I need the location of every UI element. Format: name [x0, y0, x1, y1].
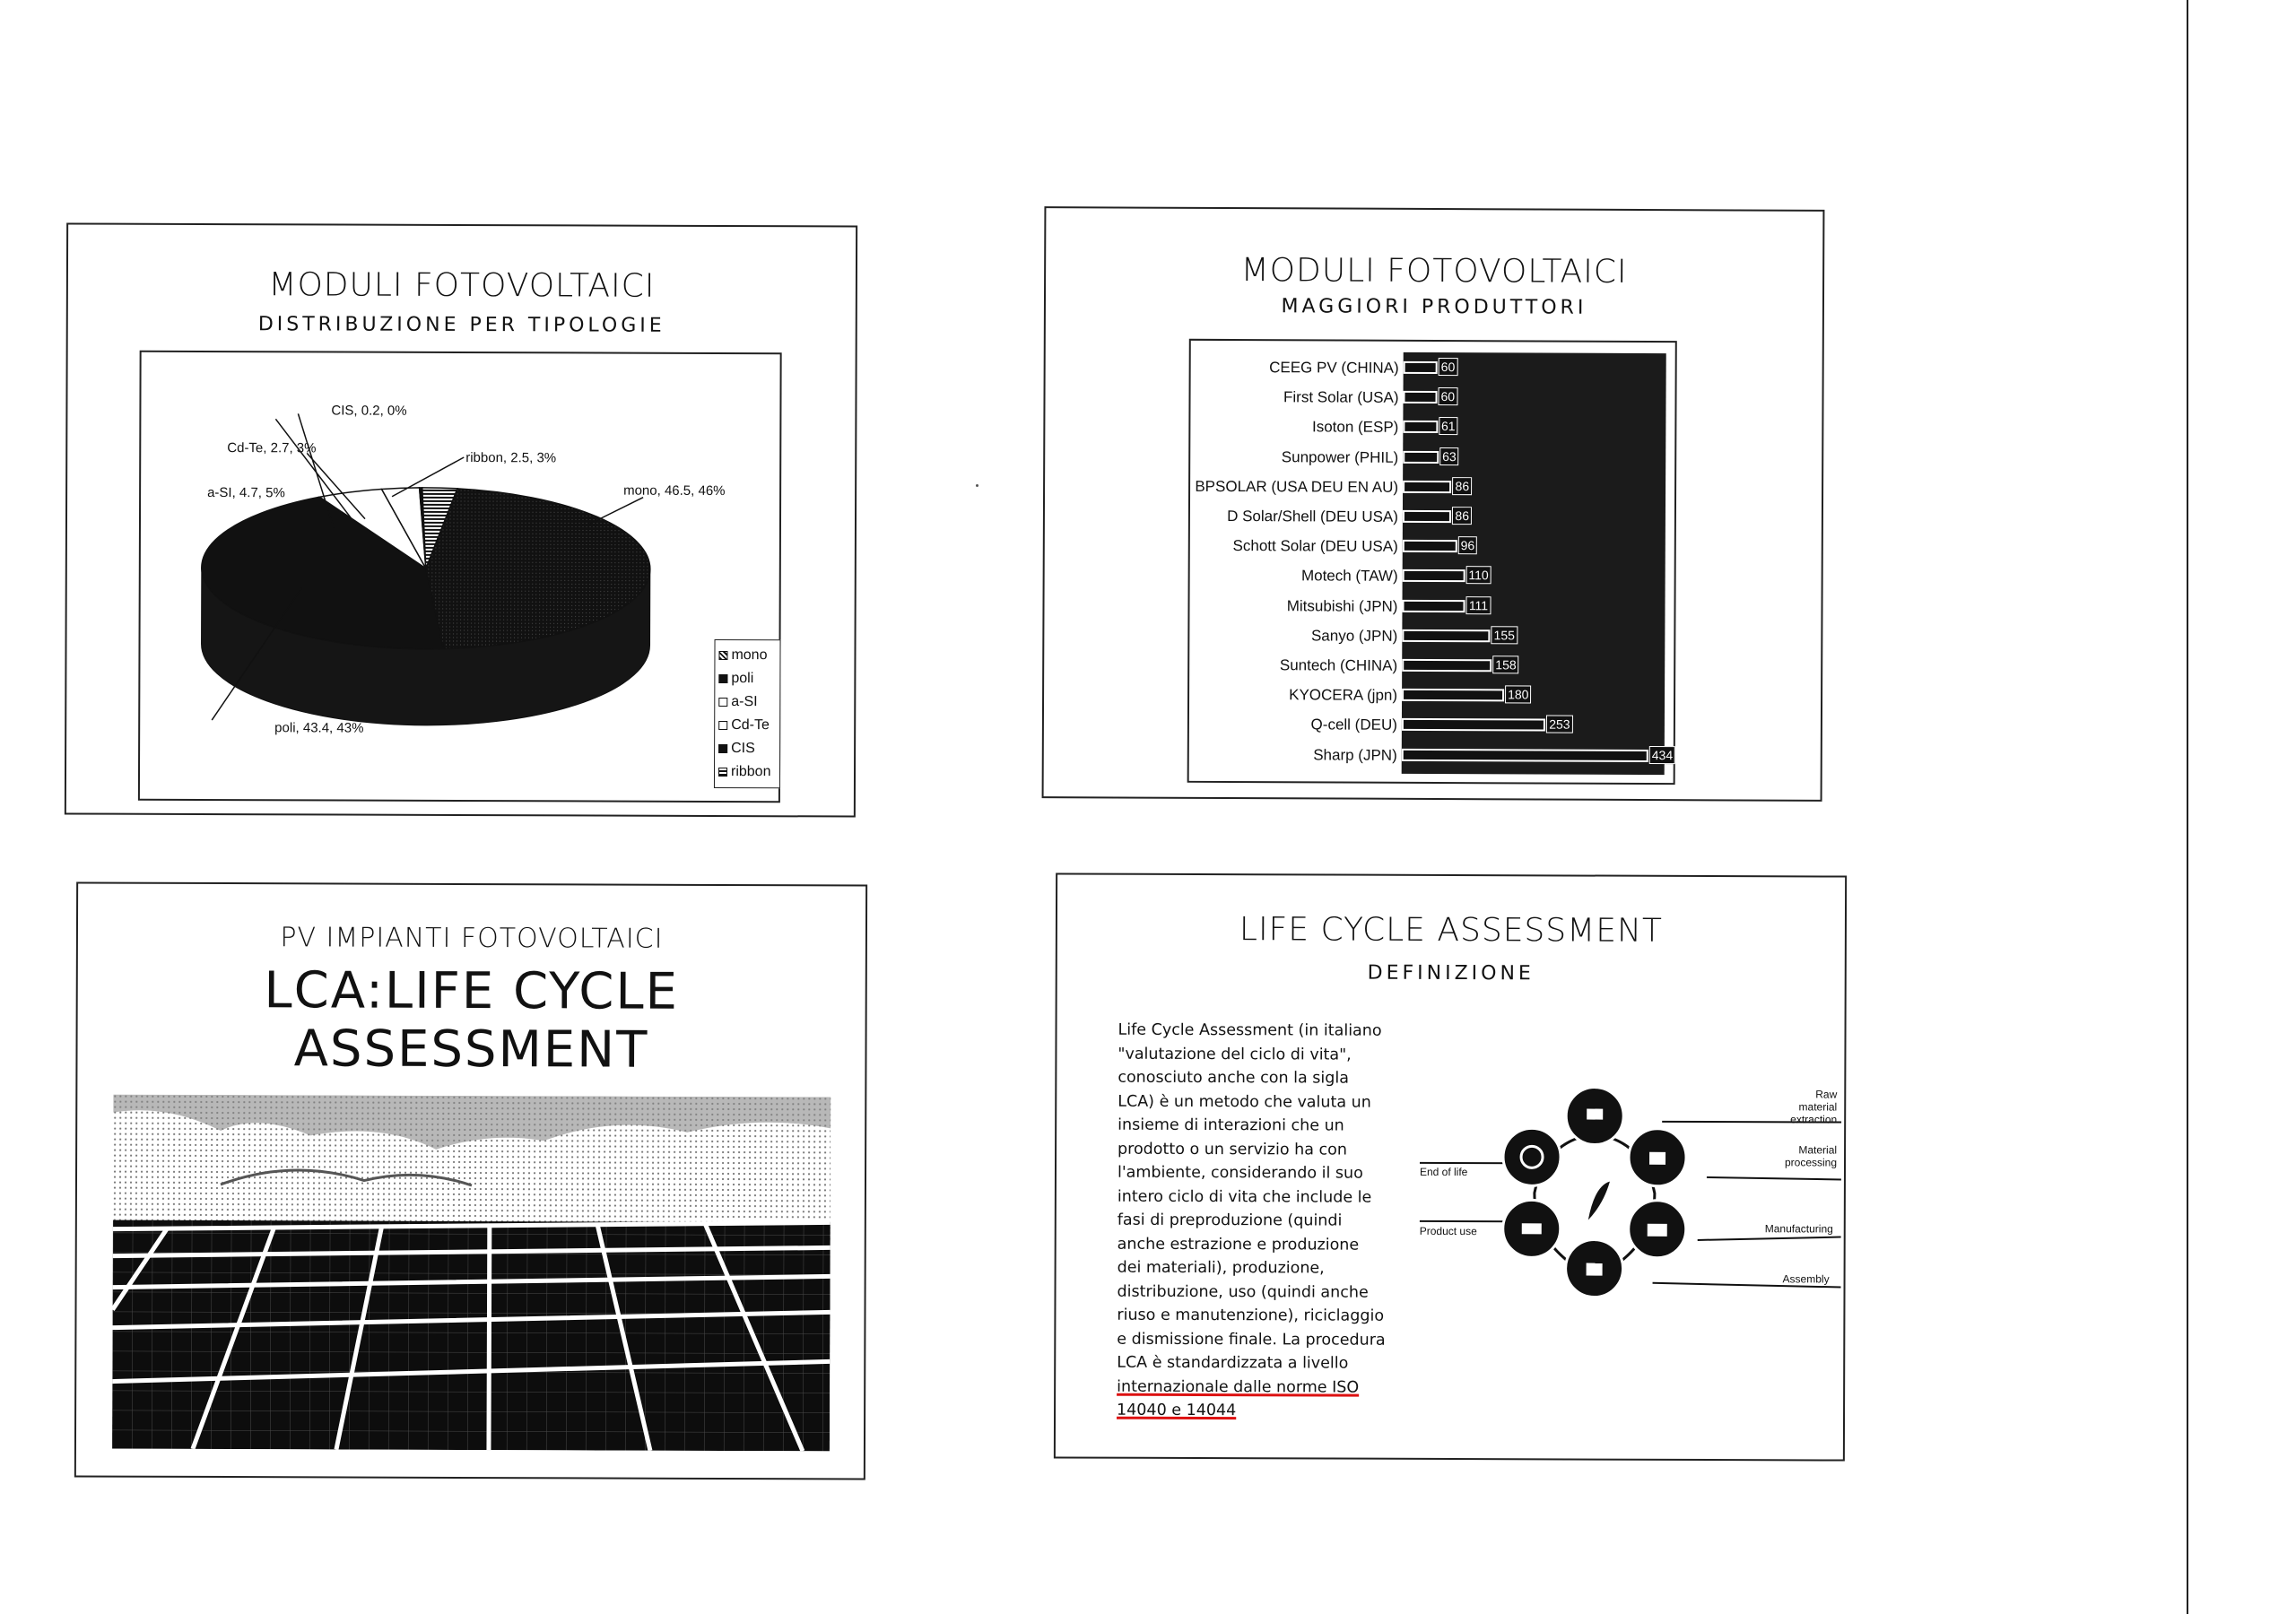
- bar-category-label: BPSOLAR (USA DEU EN AU): [1195, 477, 1399, 496]
- pie-label-cis: CIS, 0.2, 0%: [331, 403, 407, 419]
- legend-swatch: [718, 744, 727, 753]
- bar-category-label: Isoton (ESP): [1311, 418, 1399, 437]
- bar-value-label: 155: [1492, 626, 1518, 644]
- legend-item: [718, 760, 776, 784]
- bar: [1403, 450, 1439, 463]
- cycle-label-material-processing: Material processing: [1784, 1143, 1838, 1169]
- legend-label: ribbon: [730, 764, 771, 780]
- slide-distribution: [65, 222, 857, 817]
- bar-row: [1190, 383, 1678, 414]
- slide-title: PV IMPIANTI FOTOVOLTAICI: [280, 922, 664, 955]
- bar-row: [1189, 621, 1677, 653]
- legend-item: [718, 737, 776, 760]
- bar-value-label: 434: [1649, 746, 1675, 764]
- bar-value-label: 61: [1439, 417, 1458, 435]
- definition-iso-reference: internazionale dalle norme ISO 14040 e 14044: [1117, 1377, 1360, 1420]
- legend-item: [718, 690, 776, 714]
- bar-row: [1190, 502, 1678, 534]
- slide-title: MODULI FOTOVOLTAICI: [1240, 252, 1628, 291]
- bar-category-label: D Solar/Shell (DEU USA): [1227, 507, 1398, 525]
- bar-category-label: Mitsubishi (JPN): [1286, 596, 1398, 615]
- bar-category-label: Sunpower (PHIL): [1281, 447, 1399, 466]
- slide-title: MODULI FOTOVOLTAICI: [268, 266, 656, 305]
- bar-row: [1190, 532, 1678, 563]
- bar-row: [1190, 412, 1678, 444]
- slide-subtitle: DISTRIBUZIONE PER TIPOLOGIE: [257, 313, 665, 337]
- legend-swatch: [718, 651, 727, 660]
- bar-category-label: CEEG PV (CHINA): [1269, 359, 1399, 377]
- bar-category-label: Sharp (JPN): [1313, 746, 1397, 764]
- bar-row: [1189, 651, 1677, 682]
- bar-row: [1189, 710, 1677, 742]
- bar-row: [1190, 561, 1678, 593]
- slide-title: LIFE CYCLE ASSESSMENT: [1239, 911, 1663, 950]
- legend-swatch: [718, 768, 727, 777]
- bar-row: [1189, 681, 1677, 712]
- cycle-label-assembly: Assembly: [1782, 1272, 1830, 1286]
- legend-label: a-SI: [731, 694, 758, 710]
- bar: [1403, 421, 1438, 433]
- solar-panel-photo: [112, 1095, 831, 1452]
- legend-label: Cd-Te: [731, 717, 770, 733]
- bar-row: [1190, 473, 1678, 504]
- definition-body: Life Cycle Assessment (in italiano "valutazione del ciclo di vita", conosciuto anche con la sigla LCA) è un metodo che valuta un insieme di interazioni che un prodotto o un servizio ha con l'ambiente, considerando il suo intero ciclo di vita che include le fasi di preproduzione (quindi anche estrazione e produzione dei materiali), produzione, distribuzione, uso (quindi anche riuso e manutenzione), riciclaggio e dismissione finale. La procedura LCA è standardizzata a livello: [1117, 1020, 1386, 1373]
- cycle-label-manufacturing: Manufacturing: [1764, 1222, 1833, 1236]
- bar: [1402, 659, 1492, 672]
- slide-subtitle: DEFINIZIONE: [1367, 961, 1535, 985]
- slide-subtitle: MAGGIORI PRODUTTORI: [1281, 295, 1587, 319]
- pie-label-mono: mono, 46.5, 46%: [623, 482, 726, 499]
- bar-value-label: 60: [1438, 387, 1457, 405]
- pie-chart-canvas: [140, 352, 784, 804]
- bar: [1402, 748, 1648, 761]
- bar-category-label: First Solar (USA): [1283, 388, 1399, 407]
- pie-label-asi: a-SI, 4.7, 5%: [207, 485, 285, 501]
- bar-value-label: 180: [1505, 686, 1531, 704]
- bar: [1402, 629, 1490, 642]
- bar-chart: [1187, 339, 1677, 785]
- scan-speck: [976, 484, 978, 487]
- cycle-label-end-of-life: End of life: [1419, 1165, 1468, 1179]
- bar-category-label: Q-cell (DEU): [1310, 716, 1397, 734]
- bar-value-label: 111: [1466, 596, 1491, 614]
- bar-row: [1190, 442, 1678, 473]
- bar: [1402, 718, 1545, 732]
- cycle-label-raw-material: Raw material extraction: [1790, 1088, 1838, 1126]
- life-cycle-diagram: [1419, 1078, 1841, 1344]
- legend-swatch: [718, 698, 727, 707]
- cycle-label-product-use: Product use: [1419, 1224, 1477, 1238]
- pie-leader-line: [589, 497, 643, 524]
- slide-headline: LCA:LIFE CYCLE ASSESSMENT: [264, 961, 680, 1080]
- bar: [1403, 481, 1452, 493]
- bar-row: [1189, 740, 1677, 771]
- slide-pv-plants: [74, 881, 867, 1480]
- bar-row: [1191, 353, 1679, 385]
- bar: [1403, 510, 1452, 523]
- page-margin-line: [2187, 0, 2188, 1614]
- pie-chart: [138, 351, 782, 803]
- slide-producers: [1042, 206, 1825, 802]
- bar: [1402, 689, 1504, 701]
- bar-category-label: Motech (TAW): [1300, 567, 1398, 586]
- bar: [1402, 599, 1465, 612]
- bar-value-label: 253: [1546, 716, 1572, 733]
- legend-item: [718, 667, 776, 690]
- legend-item: [718, 714, 776, 737]
- slide-lca-definition: [1054, 872, 1847, 1461]
- bar-value-label: 96: [1458, 536, 1478, 554]
- bar-value-label: 86: [1452, 507, 1472, 525]
- bar-value-label: 86: [1453, 477, 1473, 495]
- legend-item: [718, 644, 776, 667]
- pie-label-ribbon: ribbon, 2.5, 3%: [465, 450, 557, 466]
- bar-value-label: 63: [1439, 447, 1459, 465]
- pie-label-cdte: Cd-Te, 2.7, 3%: [227, 440, 317, 456]
- legend-swatch: [718, 721, 727, 730]
- legend-swatch: [718, 674, 727, 683]
- legend-label: mono: [731, 647, 768, 664]
- bar-value-label: 110: [1465, 567, 1491, 585]
- bar-row: [1189, 591, 1677, 622]
- bar-value-label: 60: [1439, 358, 1458, 376]
- legend-label: poli: [731, 671, 754, 687]
- bar-value-label: 158: [1492, 655, 1518, 673]
- bar: [1403, 391, 1437, 404]
- bar-category-label: Schott Solar (DEU USA): [1232, 537, 1398, 556]
- bar-category-label: Suntech (CHINA): [1279, 656, 1398, 674]
- pie-label-poli: poli, 43.4, 43%: [274, 720, 364, 736]
- bar: [1404, 361, 1438, 374]
- definition-text: [1117, 1019, 1387, 1424]
- bar-category-label: Sanyo (JPN): [1310, 627, 1398, 645]
- bar: [1403, 540, 1457, 552]
- pie-legend: [714, 639, 781, 788]
- legend-label: CIS: [731, 741, 755, 757]
- bar-category-label: KYOCERA (jpn): [1289, 686, 1398, 705]
- bar: [1403, 569, 1465, 582]
